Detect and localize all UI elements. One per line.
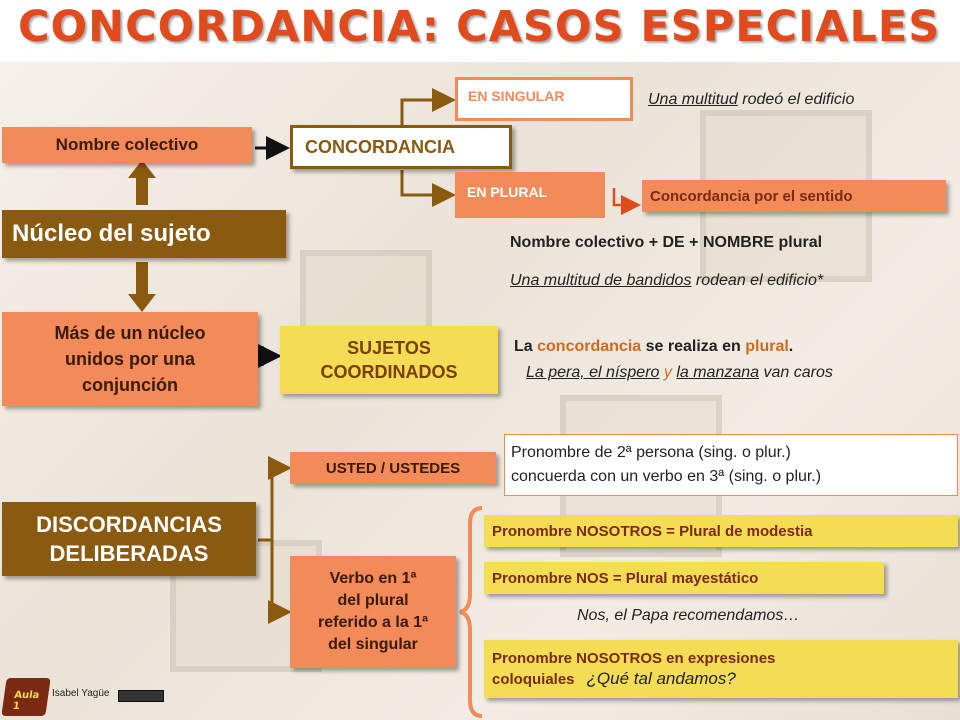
discordancias-deliberadas-box: DISCORDANCIAS DELIBERADAS: [2, 502, 256, 576]
sujetos-coordinados-box: SUJETOS COORDINADOS: [280, 326, 498, 394]
nombre-colectivo-box: Nombre colectivo: [2, 127, 252, 163]
plural-modestia-box: Pronombre NOSOTROS = Plural de modestia: [484, 515, 958, 547]
author-credit: Isabel Yagüe: [52, 688, 110, 699]
usted-note: Pronombre de 2ª persona (sing. o plur.) concuerda con un verbo en 3ª (sing. o plur.): [504, 434, 958, 496]
branch-verbo: [272, 540, 286, 612]
plural-example: Una multitud de bandidos rodean el edificio*: [510, 272, 824, 289]
coloquiales-box: Pronombre NOSOTROS en expresiones coloquiales ¿Qué tal andamos?: [484, 640, 958, 698]
en-plural-box: EN PLURAL: [455, 172, 605, 218]
branch-usted: [258, 468, 286, 540]
sentido-box: Concordancia por el sentido: [642, 180, 946, 212]
regla-colectivo: Nombre colectivo + DE + NOMBRE plural: [510, 234, 823, 251]
concordancia-box: CONCORDANCIA: [290, 125, 512, 169]
plural-mayestatico-box: Pronombre NOS = Plural mayestático: [484, 562, 884, 594]
coordinados-rule: La concordancia se realiza en plural.: [514, 338, 794, 355]
cc-license-badge: [118, 690, 164, 702]
verbo-primera-plural-box: Verbo en 1ª del plural referido a la 1ª del singular: [290, 556, 456, 668]
branch-plural: [402, 170, 450, 195]
curly-brace: [460, 508, 482, 716]
page-title: CONCORDANCIA: CASOS ESPECIALES: [18, 2, 941, 52]
coloquiales-example: ¿Qué tal andamos?: [586, 668, 736, 688]
nucleo-del-sujeto-box: Núcleo del sujeto: [2, 210, 286, 258]
en-singular-box: EN SINGULAR: [455, 77, 633, 121]
arrowhead-down: [128, 294, 156, 312]
coordinados-example: La pera, el níspero y la manzana van caros: [526, 364, 833, 381]
branch-singular: [402, 100, 450, 125]
usted-ustedes-box: USTED / USTEDES: [290, 452, 496, 484]
arrow-plural-sentido: [614, 188, 636, 205]
mas-de-un-nucleo-box: Más de un núcleo unidos por una conjunción: [2, 312, 258, 406]
aula-logo: Aula 1: [1, 678, 50, 716]
singular-example: Una multitud rodeó el edificio: [648, 91, 855, 108]
mayestatico-example: Nos, el Papa recomendamos…: [577, 607, 800, 624]
